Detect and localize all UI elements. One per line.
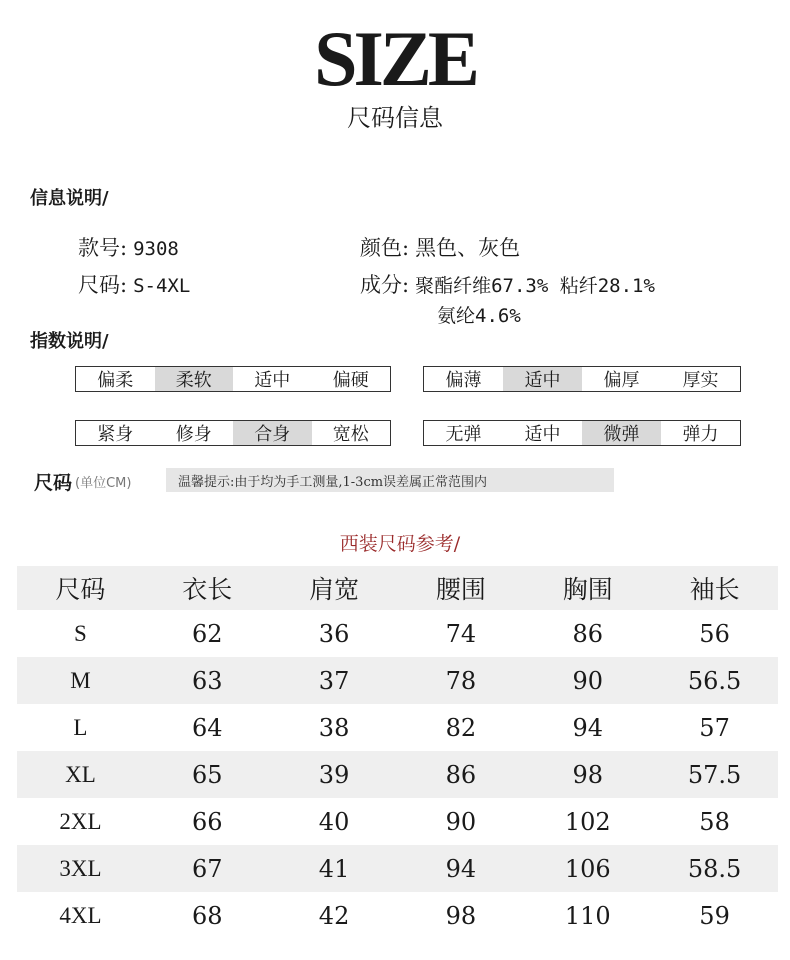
softness-option: 柔软 [155, 367, 234, 391]
elasticity-scale [423, 420, 741, 446]
color-value: 黑色、灰色 [415, 236, 521, 260]
measurement-cell: 86 [445, 760, 477, 789]
table-header-cell: 衣长 [182, 575, 233, 604]
table-row [17, 845, 778, 892]
size-cell: XL [65, 761, 96, 787]
thickness-option: 偏厚 [603, 370, 640, 391]
measurement-cell: 110 [564, 901, 611, 930]
table-header-cell: 胸围 [562, 575, 613, 604]
style-number-value: 9308 [133, 238, 179, 260]
size-cell: L [73, 714, 88, 740]
measurement-cell: 39 [318, 760, 350, 789]
size-table [17, 566, 778, 939]
index-heading: 指数说明/ [30, 331, 109, 352]
table-header-row [17, 566, 778, 610]
style-number [78, 238, 179, 259]
thickness-option: 偏薄 [445, 370, 482, 391]
measurement-cell: 68 [191, 901, 223, 930]
color-label: 颜色: [360, 236, 410, 260]
measurement-cell: 82 [445, 713, 477, 742]
measurement-cell: 102 [564, 807, 611, 836]
measurement-cell: 98 [572, 760, 603, 789]
measurement-cell: 59 [699, 901, 730, 930]
thickness-option: 适中 [503, 367, 582, 391]
measurement-cell: 90 [572, 666, 603, 695]
table-row [17, 892, 778, 939]
measurement-cell: 106 [564, 854, 611, 883]
color-info [360, 238, 520, 259]
measurement-cell: 58 [699, 807, 730, 836]
measurement-cell: 90 [445, 807, 477, 836]
thickness-option: 厚实 [682, 370, 719, 391]
measurement-cell: 56 [699, 619, 730, 648]
table-header-cell: 肩宽 [309, 575, 360, 604]
measurement-cell: 74 [445, 619, 477, 648]
softness-option: 适中 [254, 370, 291, 391]
elasticity-option: 弹力 [682, 424, 719, 445]
size-cell: 3XL [59, 855, 102, 881]
measurement-cell: 42 [318, 901, 350, 930]
measurement-cell: 66 [191, 807, 223, 836]
thickness-scale [423, 366, 741, 392]
fit-scale [75, 420, 391, 446]
softness-option: 偏硬 [332, 370, 369, 391]
table-row [17, 751, 778, 798]
measurement-cell: 58.5 [687, 854, 742, 883]
measurement-cell: 57.5 [687, 760, 742, 789]
measurement-tip: 温馨提示:由于均为手工测量,1-3cm误差属正常范围内 [166, 468, 614, 492]
composition-line2-wrap [437, 305, 521, 326]
table-header-cell: 尺码 [55, 575, 106, 604]
size-range [78, 275, 190, 296]
fit-option: 合身 [233, 421, 312, 445]
measurement-cell: 94 [445, 854, 477, 883]
fit-option: 紧身 [97, 424, 134, 445]
measurement-cell: 98 [445, 901, 477, 930]
table-row [17, 657, 778, 704]
elasticity-option: 无弹 [445, 424, 482, 445]
elasticity-option: 微弹 [582, 421, 661, 445]
softness-scale [75, 366, 391, 392]
measurement-cell: 38 [318, 713, 350, 742]
size-caption-heading: 尺码 [34, 472, 73, 494]
page-subtitle: 尺码信息 [347, 104, 443, 132]
measurement-cell: 41 [318, 854, 350, 883]
composition-value-line1: 聚酯纤维67.3% 粘纤28.1% [415, 275, 655, 297]
measurement-cell: 56.5 [687, 666, 742, 695]
measurement-cell: 64 [191, 713, 223, 742]
size-cell: 4XL [59, 902, 102, 928]
page-title: SIZE [314, 15, 476, 102]
measurement-cell: 65 [191, 760, 223, 789]
measurement-cell: 36 [318, 619, 350, 648]
measurement-cell: 62 [191, 619, 223, 648]
measurement-cell: 37 [318, 666, 350, 695]
style-number-label: 款号: [78, 236, 128, 260]
measurement-cell: 63 [191, 666, 223, 695]
fit-option: 修身 [175, 424, 212, 445]
measurement-cell: 40 [318, 807, 350, 836]
softness-option: 偏柔 [97, 370, 134, 391]
measurement-cell: 57 [699, 713, 730, 742]
size-cell: S [74, 620, 87, 646]
table-title: 西装尺码参考/ [339, 533, 461, 555]
info-heading: 信息说明/ [30, 188, 109, 209]
size-caption [34, 468, 131, 495]
size-range-value: S-4XL [133, 275, 191, 297]
size-range-label: 尺码: [78, 273, 128, 297]
measurement-cell: 94 [572, 713, 603, 742]
elasticity-option: 适中 [524, 424, 561, 445]
table-header-cell: 袖长 [689, 575, 740, 604]
size-caption-unit: (单位CM) [75, 476, 132, 491]
table-row [17, 798, 778, 845]
measurement-cell: 67 [191, 854, 223, 883]
table-header-cell: 腰围 [435, 575, 486, 604]
size-cell: M [70, 667, 91, 693]
fit-option: 宽松 [332, 424, 369, 445]
composition-label: 成分: [360, 273, 410, 297]
table-row [17, 610, 778, 657]
table-body [17, 610, 778, 939]
table-row [17, 704, 778, 751]
measurement-cell: 78 [445, 666, 477, 695]
measurement-cell: 86 [572, 619, 603, 648]
composition-value-line2: 氨纶4.6% [437, 305, 521, 327]
size-cell: 2XL [59, 808, 102, 834]
composition-info [360, 275, 655, 296]
